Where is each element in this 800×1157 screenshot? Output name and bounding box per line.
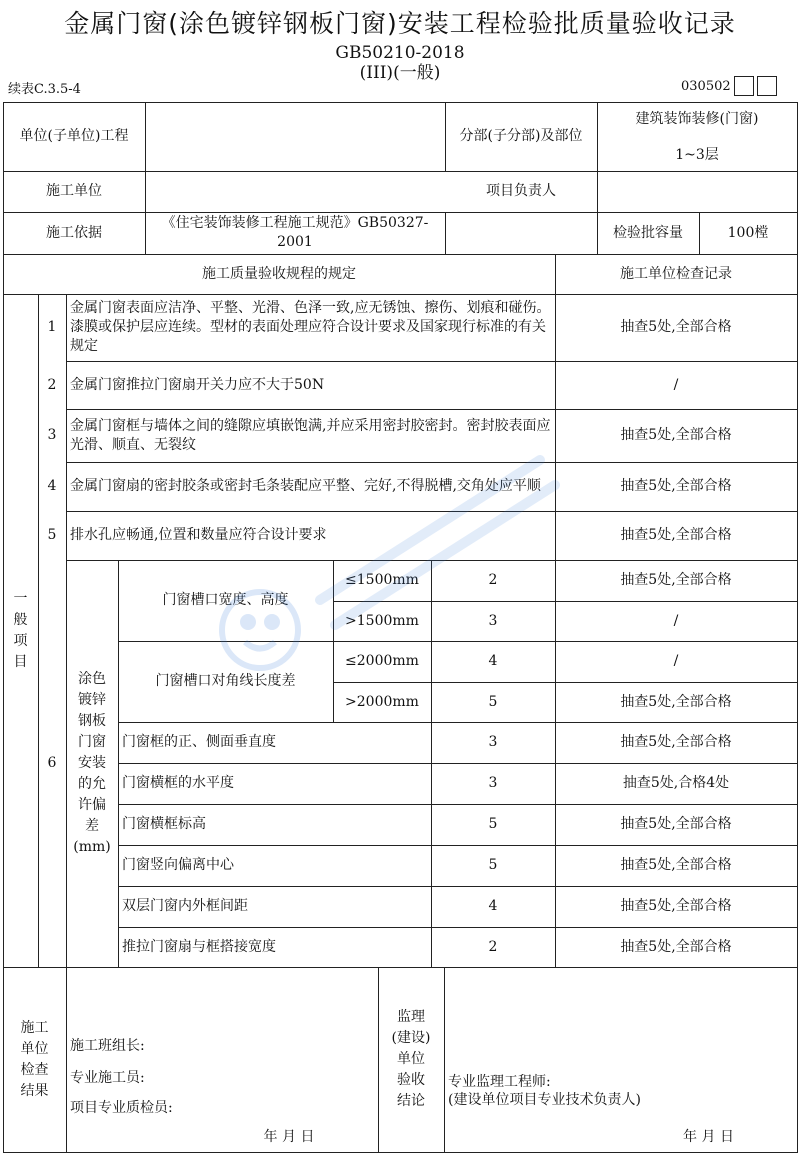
item6-label-line: 涂色	[78, 671, 106, 687]
item-number: 1	[47, 319, 57, 335]
contractor-check-label	[3, 967, 66, 1152]
contractor-value[interactable]	[145, 171, 445, 212]
division-value-2: 1~3层	[675, 146, 719, 163]
contractor-date: 年 月 日	[263, 1128, 315, 1145]
general-items-label-line: 目	[13, 653, 28, 670]
table-rule	[797, 102, 798, 1153]
item-record: 抽查5处,全部合格	[620, 427, 732, 443]
item-text: 金属门窗扇的密封胶条或密封毛条装配应平整、完好,不得脱槽,交角处应平顺	[70, 478, 541, 494]
item-text: 金属门窗表面应洁净、平整、光滑、色泽一致,应无锈蚀、擦伤、划痕和碰伤。漆膜或保护层应连续。型材的表面处理应符合设计要求及国家现行标准的有关规定	[70, 300, 551, 354]
item6-allowance: 4	[488, 898, 498, 914]
team-leader-field[interactable]: 施工班组长:	[70, 1037, 145, 1054]
contractor-check-label-line: 单位	[20, 1040, 49, 1057]
table-rule	[445, 212, 446, 255]
item6-row-name: 门窗框的正、侧面垂直度	[122, 734, 276, 750]
record-code-text: 030502	[681, 78, 731, 94]
pm-label: 项目负责人	[486, 183, 556, 199]
item6-condition: ≤2000mm	[345, 653, 419, 669]
supervisor-label-line: 验收	[397, 1072, 425, 1088]
qc-field[interactable]: 项目专业质检员:	[70, 1099, 173, 1116]
general-items-label	[3, 294, 38, 967]
item6-label	[66, 560, 118, 967]
table-rule	[66, 967, 67, 1153]
general-items-label-line: 般	[13, 611, 28, 628]
item6-label-line: 安装	[78, 755, 106, 771]
owner-rep-field[interactable]: (建设单位项目专业技术负责人)	[448, 1091, 641, 1108]
item6-allowance: 3	[488, 612, 498, 629]
item-number: 5	[47, 527, 57, 543]
item6-condition: >1500mm	[345, 612, 419, 629]
supervisor-engineer-field[interactable]: 专业监理工程师:	[448, 1073, 551, 1090]
capacity-value: 100樘	[727, 224, 769, 241]
item6-record: 抽查5处,合格4处	[622, 775, 730, 791]
item6-allowance: 5	[488, 816, 498, 832]
item6-row-name: 推拉门窗扇与框搭接宽度	[122, 938, 276, 955]
capacity-label: 检验批容量	[613, 224, 683, 241]
item6-row-name: 门窗横框的水平度	[122, 775, 234, 791]
contractor-label: 施工单位	[46, 183, 102, 199]
basis-label: 施工依据	[46, 224, 102, 241]
item6-allowance: 5	[488, 693, 498, 710]
supervisor-date: 年 月 日	[683, 1128, 734, 1145]
item6-allowance: 2	[488, 938, 498, 955]
item6-record: 抽查5处,全部合格	[620, 857, 732, 873]
general-items-label-line: 一	[13, 590, 28, 607]
item-record: /	[673, 376, 679, 393]
supervisor-label-line: (建设)	[391, 1030, 431, 1046]
item6-record: 抽查5处,全部合格	[620, 734, 732, 750]
item6-allowance: 2	[488, 572, 498, 588]
item-text: 金属门窗推拉门窗扇开关力应不大于50N	[70, 376, 325, 393]
item6-row-name: 门窗竖向偏离中心	[122, 857, 234, 873]
item6-row-name: 门窗横框标高	[122, 816, 206, 832]
item6-condition: ≤1500mm	[345, 572, 419, 588]
spec-header: 施工质量验收规程的规定	[202, 265, 356, 282]
item-text: 排水孔应畅通,位置和数量应符合设计要求	[70, 527, 327, 543]
standard-code: GB50210-2018	[335, 43, 465, 63]
worker-field[interactable]: 专业施工员:	[70, 1069, 145, 1086]
item6-record: 抽查5处,全部合格	[620, 572, 732, 588]
item6-label-line: 许偏	[78, 797, 106, 813]
code-box[interactable]	[757, 76, 777, 96]
item-record: 抽查5处,全部合格	[620, 478, 732, 494]
item6-row-name: 双层门窗内外框间距	[122, 898, 248, 914]
contractor-check-label-line: 检查	[20, 1061, 49, 1078]
supervisor-label-line: 单位	[397, 1051, 425, 1067]
supervisor-label	[378, 967, 444, 1152]
item6-record: 抽查5处,全部合格	[620, 898, 732, 914]
item6-label-line: (mm)	[73, 839, 111, 855]
item-number: 2	[47, 376, 57, 393]
item6-label-line: 钢板	[78, 713, 106, 729]
unit-value[interactable]	[145, 102, 445, 171]
general-items-label-line: 项	[13, 632, 28, 649]
division-label: 分部(子分部)及部位	[459, 128, 583, 144]
item-record: 抽查5处,全部合格	[620, 319, 732, 335]
table-rule	[444, 967, 445, 1153]
item6-allowance: 3	[488, 775, 498, 791]
unit-label: 单位(子单位)工程	[19, 128, 129, 144]
item6-label-line: 镀锌	[78, 692, 106, 708]
item6-record: 抽查5处,全部合格	[620, 816, 732, 832]
item6-record: /	[673, 612, 679, 629]
item6-label-line: 的允	[78, 776, 106, 792]
supervisor-label-line: 监理	[397, 1009, 425, 1025]
basis-value: 《住宅装饰装修工程施工规范》GB50327-2001	[161, 215, 429, 250]
item6-label-line: 门窗	[78, 734, 106, 750]
item-record: 抽查5处,全部合格	[620, 527, 732, 543]
item6-group-name: 门窗槽口对角线长度差	[155, 673, 296, 689]
item6-group-name: 门窗槽口宽度、高度	[162, 592, 289, 608]
item6-allowance: 5	[488, 857, 498, 873]
item6-record: 抽查5处,全部合格	[620, 693, 732, 710]
item6-allowance: 3	[488, 734, 498, 750]
code-box[interactable]	[734, 76, 754, 96]
item-text: 金属门窗框与墙体之间的缝隙应填嵌饱满,并应采用密封胶密封。密封胶表面应光滑、顺直、无裂纹	[70, 417, 551, 453]
item6-allowance: 4	[488, 653, 498, 669]
record-code	[681, 76, 777, 96]
division-value: 建筑装饰装修(门窗)	[635, 110, 759, 127]
item6-record: /	[673, 653, 679, 669]
item6-condition: >2000mm	[345, 693, 419, 710]
record-header: 施工单位检查记录	[620, 265, 732, 282]
table-rule	[3, 1152, 798, 1153]
form-number: 续表C.3.5-4	[8, 82, 81, 97]
supervisor-label-line: 结论	[397, 1093, 425, 1109]
item-number: 4	[47, 478, 57, 494]
contractor-check-label-line: 施工	[20, 1019, 49, 1036]
item6-label-line: 差	[85, 818, 99, 834]
pm-value[interactable]	[597, 171, 797, 212]
item-number: 6	[47, 755, 57, 771]
document-subtitle: (III)(一般)	[359, 63, 441, 83]
document-title: 金属门窗(涂色镀锌钢板门窗)安装工程检验批质量验收记录	[64, 9, 736, 38]
item6-record: 抽查5处,全部合格	[620, 938, 732, 955]
contractor-check-label-line: 结果	[20, 1082, 49, 1099]
item-number: 3	[47, 427, 57, 443]
